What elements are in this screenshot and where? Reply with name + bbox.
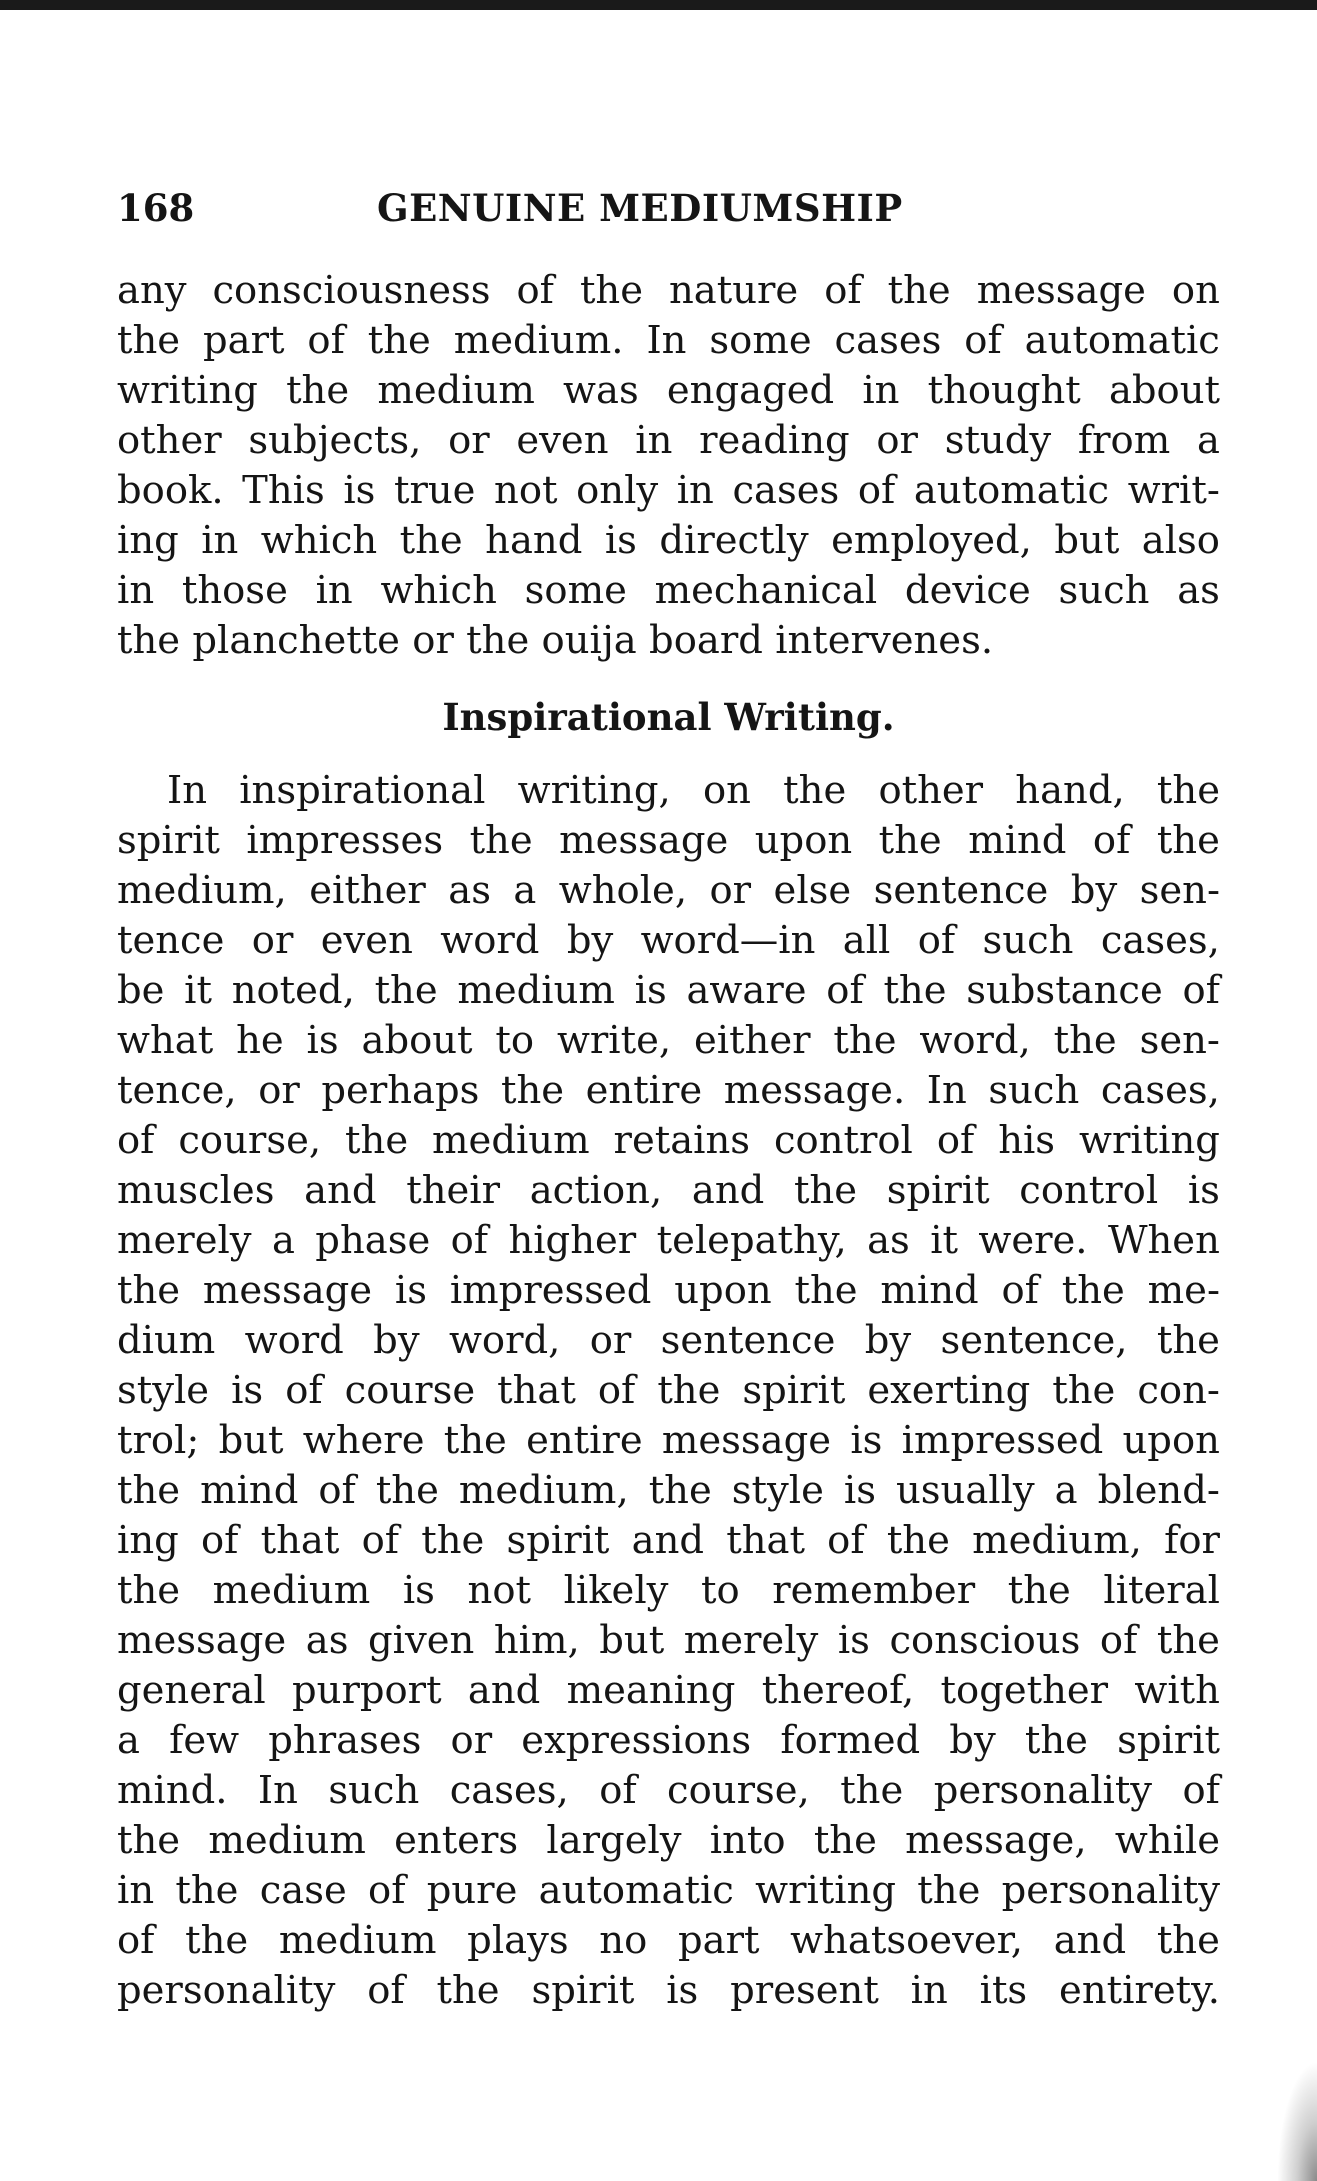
text-line: general purport and meaning thereof, together with [117,1668,1220,1713]
section-subheading: Inspirational Writing. [442,695,895,739]
page-header [117,182,1217,234]
text-line: the planchette or the ouija board intervenes. [117,618,994,663]
text-line: spirit impresses the message upon the mind of the [117,818,1220,863]
text-line: merely a phase of higher telepathy, as it were. When [117,1218,1220,1263]
text-line: be it noted, the medium is aware of the substance of [117,968,1220,1013]
text-line: tence or even word by word—in all of such cases, [117,918,1220,963]
running-title: GENUINE MEDIUMSHIP [377,186,903,230]
text-line: personality of the spirit is present in its entirety. [117,1968,1220,2013]
text-line: message as given him, but merely is conscious of the [117,1618,1220,1663]
text-line: what he is about to write, either the word, the sen- [117,1018,1220,1063]
text-line: tence, or perhaps the entire message. In such cases, [117,1068,1220,1113]
paragraph-1 [117,266,1220,666]
text-line: the medium enters largely into the message, while [117,1818,1220,1863]
text-line: book. This is true not only in cases of automatic writ- [117,468,1220,513]
text-line: trol; but where the entire message is impressed upon [117,1418,1220,1463]
text-line: muscles and their action, and the spirit control is [117,1168,1220,1213]
text-line: In inspirational writing, on the other hand, the [167,768,1220,813]
text-line: the message is impressed upon the mind of the me- [117,1268,1220,1313]
text-line: the medium is not likely to remember the literal [117,1568,1220,1613]
text-line: other subjects, or even in reading or study from a [117,418,1220,463]
text-line: dium word by word, or sentence by sentence, the [117,1318,1220,1363]
top-edge-rule [0,0,1317,10]
paragraph-2 [117,766,1220,2016]
text-line: writing the medium was engaged in thought about [117,368,1220,413]
text-line: medium, either as a whole, or else sentence by sen- [117,868,1220,913]
text-line: any consciousness of the nature of the message on [117,268,1220,313]
page-edge-shadow [1277,2061,1317,2181]
text-line: of the medium plays no part whatsoever, and the [117,1918,1220,1963]
page-number: 168 [117,186,195,230]
text-line: in the case of pure automatic writing the personality [117,1868,1220,1913]
text-line: of course, the medium retains control of his writing [117,1118,1220,1163]
text-line: a few phrases or expressions formed by the spirit [117,1718,1220,1763]
text-line: ing of that of the spirit and that of the medium, for [117,1518,1220,1563]
text-line: in those in which some mechanical device such as [117,568,1220,613]
text-line: the mind of the medium, the style is usually a blend- [117,1468,1220,1513]
text-line: the part of the medium. In some cases of automatic [117,318,1220,363]
text-line: ing in which the hand is directly employed, but also [117,518,1220,563]
text-line: mind. In such cases, of course, the personality of [117,1768,1220,1813]
text-line: style is of course that of the spirit exerting the con- [117,1368,1220,1413]
